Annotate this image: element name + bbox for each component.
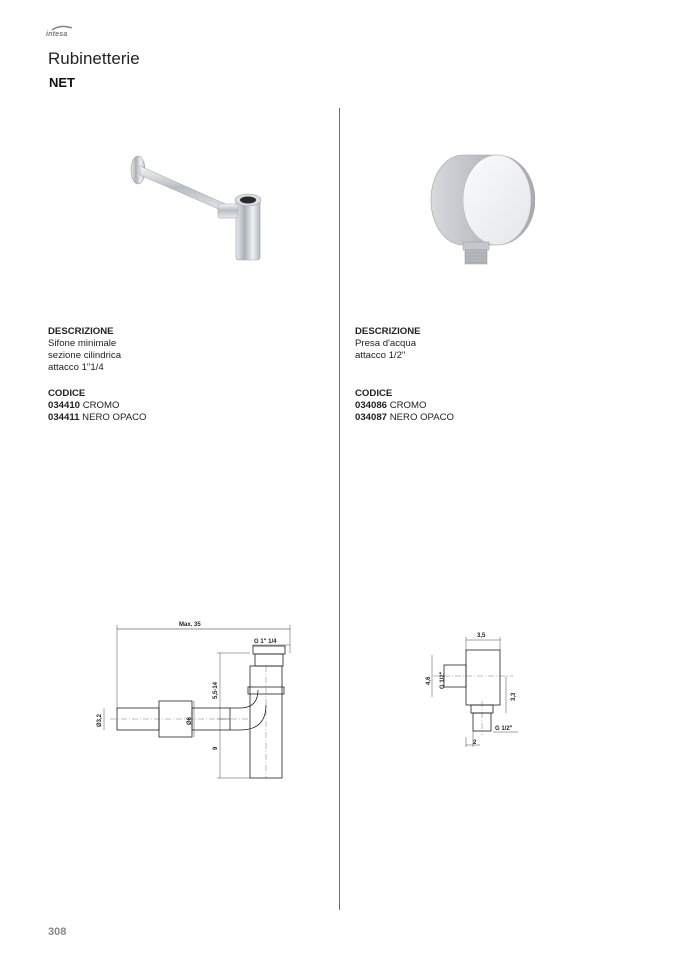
description-heading: DESCRIZIONE (355, 326, 421, 337)
siphon-technical-drawing (90, 615, 300, 795)
dim-max: Max. 35 (179, 622, 201, 628)
code-row (355, 400, 454, 412)
dim-thread: G 1" 1/4 (254, 639, 277, 645)
series-name: NET (49, 75, 75, 90)
water-outlet-photo (425, 150, 535, 270)
description-line: sezione cilindrica (48, 350, 122, 361)
description-line: attacco 1"1/4 (48, 362, 104, 373)
product-2-description (355, 326, 421, 362)
dim-height: 4,6 (426, 676, 432, 685)
description-heading: DESCRIZIONE (48, 326, 114, 337)
water-outlet-technical-drawing (418, 625, 528, 750)
dim-diameter-large: Ø6 (187, 716, 193, 725)
product-2-codes (355, 388, 454, 424)
dim-diameter-small: Ø3,2 (97, 713, 103, 727)
description-line: attacco 1/2" (355, 350, 406, 361)
product-1-codes (48, 388, 146, 424)
dim-width: 3,5 (477, 633, 486, 639)
description-line: Presa d'acqua (355, 338, 417, 349)
code-heading: CODICE (355, 388, 393, 399)
product-code: 034411 (48, 412, 80, 423)
dim-offset: 2 (473, 740, 477, 746)
code-heading: CODICE (48, 388, 86, 399)
code-row (48, 412, 146, 424)
page-number: 308 (48, 926, 67, 938)
column-divider (339, 108, 340, 910)
dim-thread-left: G 1/2" (440, 671, 446, 689)
dim-thread-bottom: G 1/2" (495, 726, 513, 732)
description-line: Sifone minimale (48, 338, 117, 349)
code-row (355, 412, 454, 424)
product-code: 034086 (355, 400, 388, 411)
dim-height-lower: 3,3 (511, 692, 517, 701)
product-finish: NERO OPACO (82, 412, 147, 423)
product-finish: NERO OPACO (389, 412, 455, 423)
product-code: 034410 (48, 400, 81, 411)
product-finish: CROMO (82, 400, 120, 411)
product-finish: CROMO (389, 400, 427, 411)
brand-logo-text: intesa (46, 31, 68, 38)
product-1-description (48, 326, 121, 374)
dim-height: 9 (213, 746, 219, 750)
code-row (48, 400, 146, 412)
page-title: Rubinetterie (48, 49, 140, 68)
product-code: 034087 (355, 412, 388, 423)
dim-height-range: 5,5-14 (213, 681, 219, 699)
siphon-photo (118, 150, 268, 265)
